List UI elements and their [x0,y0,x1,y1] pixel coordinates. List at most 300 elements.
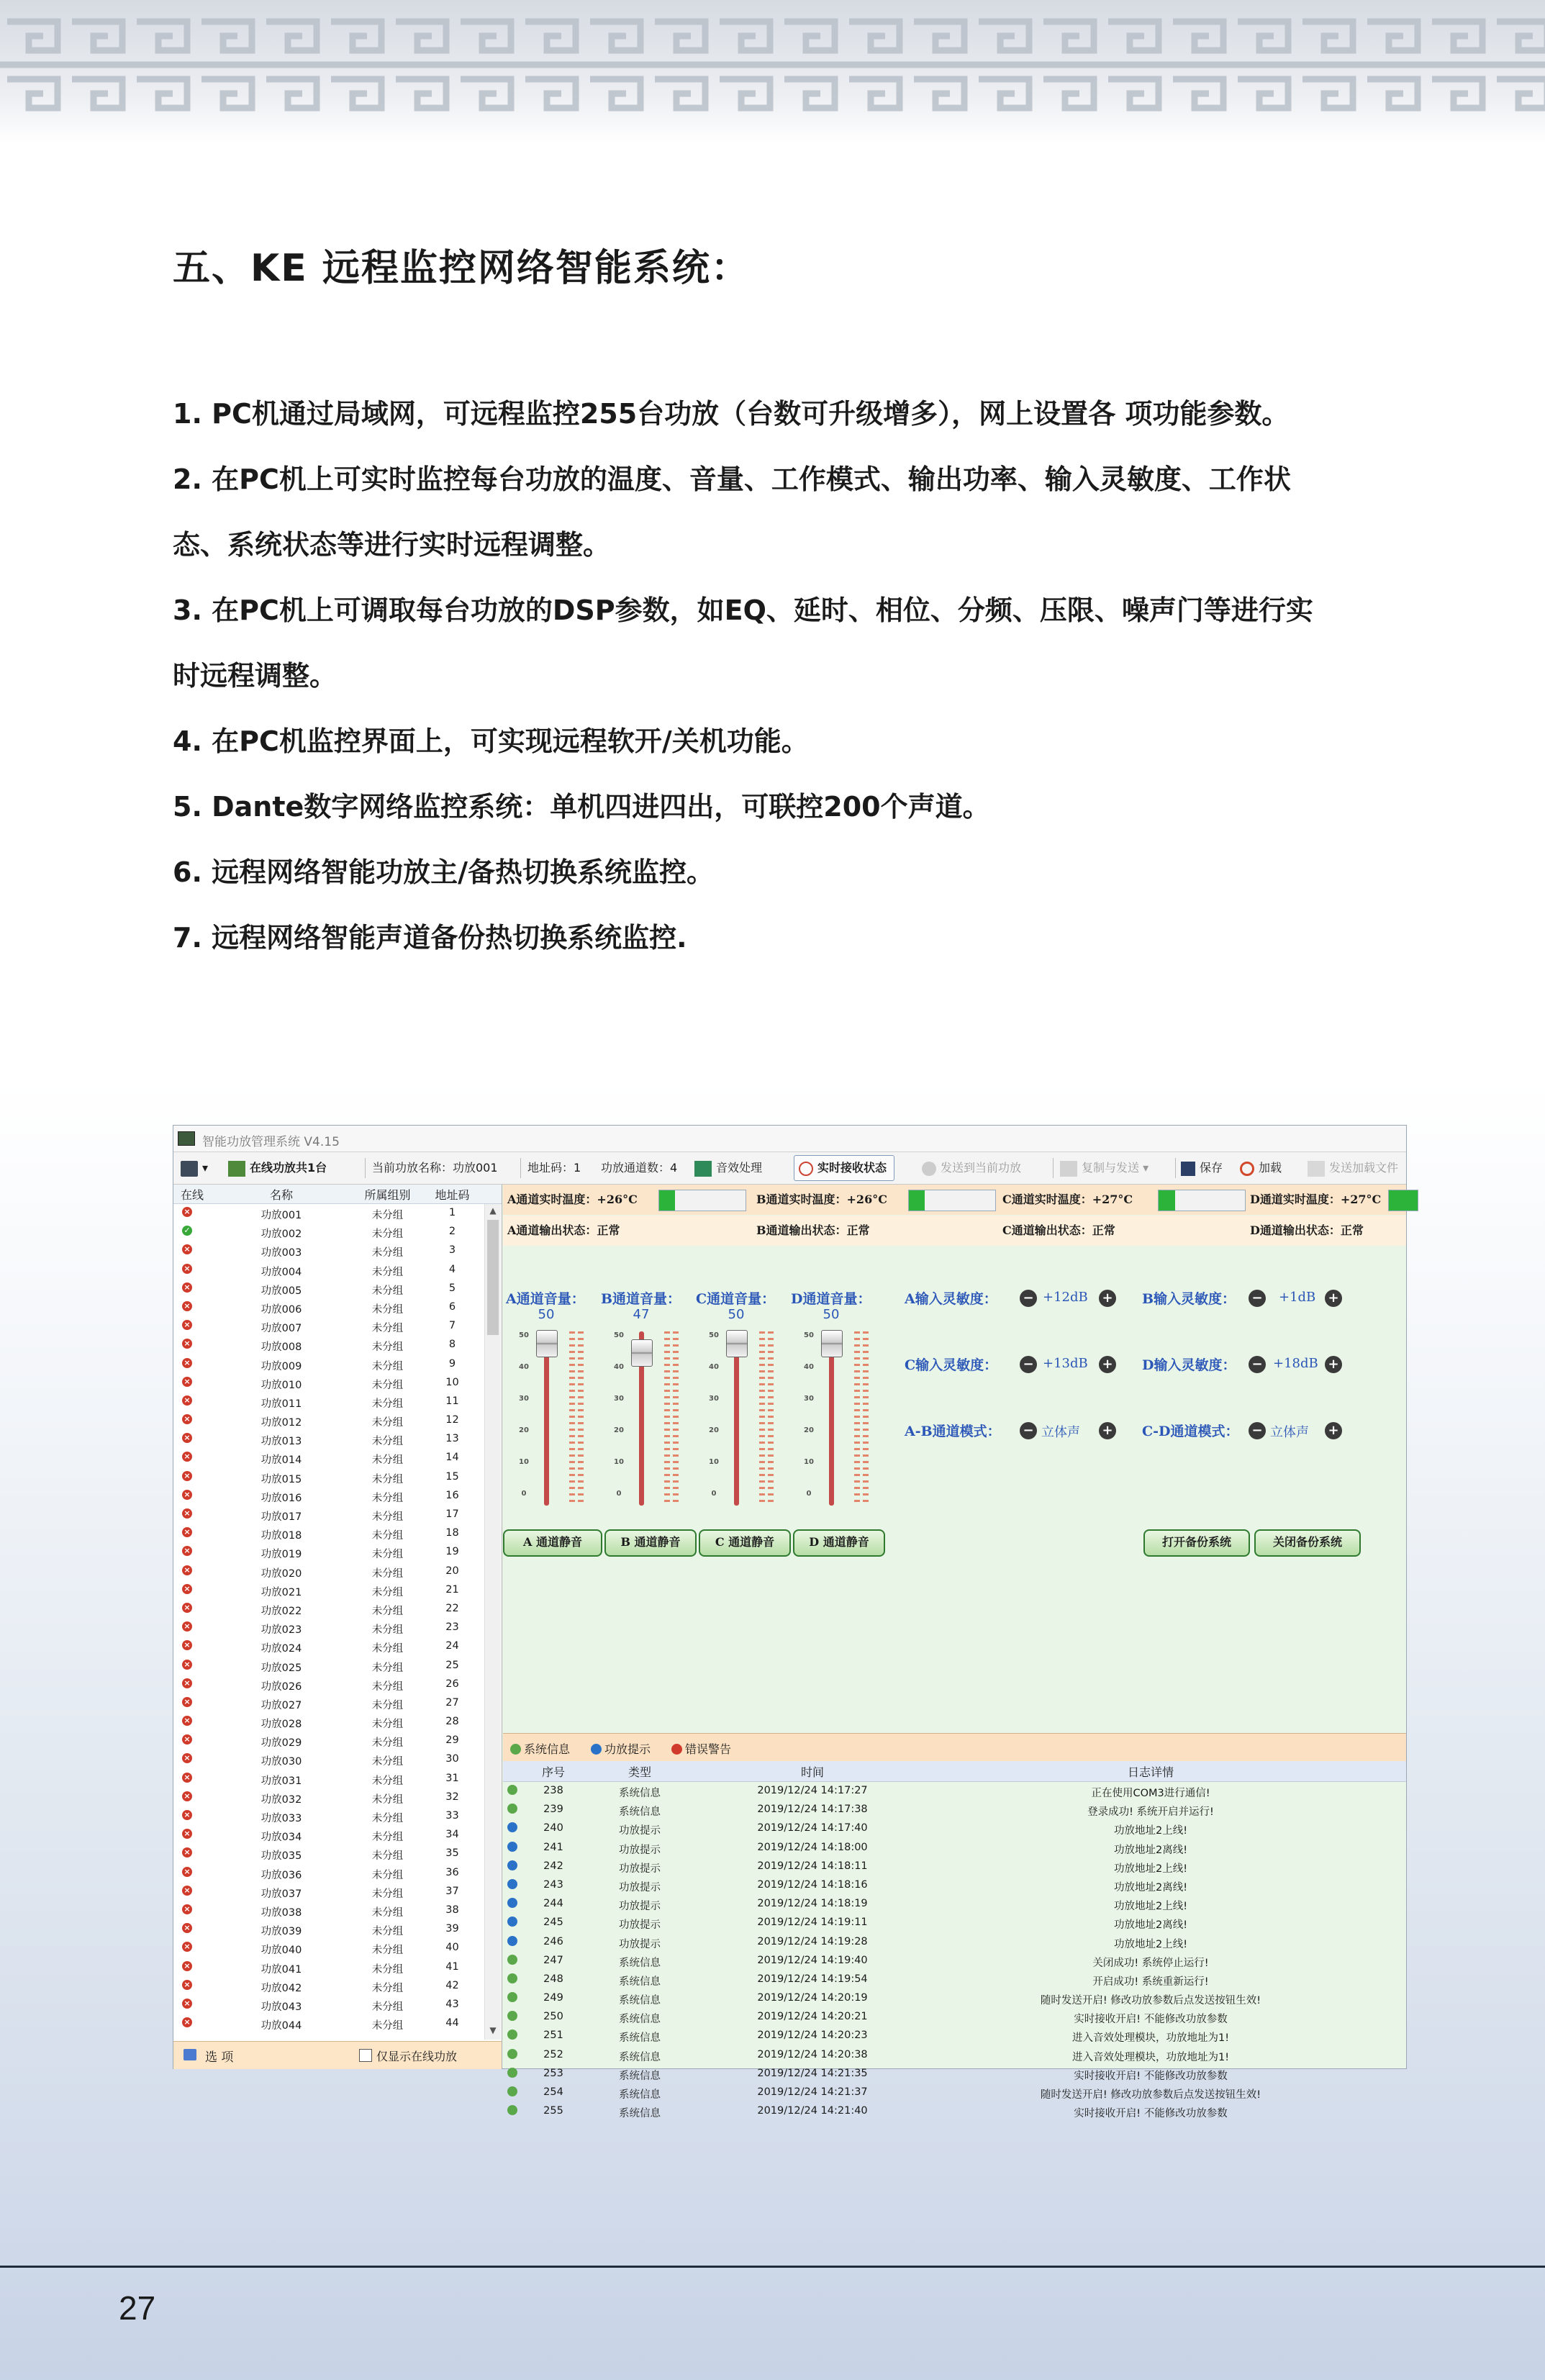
amp-group: 未分组 [371,1247,404,1259]
amp-group: 未分组 [371,1793,404,1806]
offline-x-icon: × [182,1640,192,1650]
mute-c-button[interactable]: C 通道静音 [699,1529,791,1557]
offline-x-icon: × [182,1773,192,1783]
scroll-up-icon[interactable]: ▲ [489,1205,497,1216]
amp-group: 未分组 [371,1813,404,1824]
tab-error-warning[interactable] [671,1740,731,1757]
offline-x-icon: × [182,1490,192,1500]
send-current-button[interactable] [922,1152,1021,1184]
sens-b-plus-icon[interactable]: + [1325,1290,1342,1307]
send-icon [922,1162,936,1176]
amp-list-row[interactable] [173,1732,483,1750]
amp-group: 未分组 [371,1454,404,1467]
online-amp-count [228,1152,327,1184]
realtime-receive-label: 实时接收状态 [817,1161,887,1175]
toolbar-divider [1053,1158,1054,1178]
amp-address: 36 [445,1866,459,1878]
amp-list-row[interactable] [173,1411,483,1430]
offline-x-icon: × [182,1791,192,1801]
offline-x-icon: × [182,1810,192,1820]
amp-list-row[interactable] [173,1750,483,1769]
sens-c-minus-icon[interactable]: − [1020,1356,1037,1373]
volume-d-label: D通道音量： [791,1291,871,1307]
amp-address: 6 [448,1300,456,1313]
amp-group: 未分组 [371,1229,404,1241]
tab-error-warning-label: 错误警告 [685,1742,732,1756]
feature-item: 态、系统状态等进行实时远程调整。 [173,529,611,561]
amp-name: 功放009 [260,1360,302,1372]
sens-c-plus-icon[interactable]: + [1099,1356,1116,1373]
temp-d-fill [1389,1190,1418,1211]
amp-group: 未分组 [371,1210,404,1221]
amp-notice-icon [507,1898,517,1908]
scroll-down-icon[interactable]: ▼ [489,2025,497,2035]
log-row[interactable] [503,1782,1406,1801]
send-load-file-button[interactable] [1308,1152,1398,1184]
amp-list-row[interactable] [173,1261,483,1280]
amp-address: 35 [445,1847,459,1860]
amp-list-row[interactable] [173,1788,483,1807]
log-seq: 244 [543,1898,563,1910]
log-detail: 随时发送开启! 修改功放参数后点发送按钮生效! [1040,1995,1261,2007]
amp-group: 未分组 [371,1586,404,1598]
temp-d: D通道实时温度：+27°C [1250,1193,1382,1206]
log-row[interactable] [503,2065,1406,2083]
amp-address: 5 [448,1282,456,1294]
amp-list-row[interactable] [173,1562,483,1581]
sens-d-plus-icon[interactable]: + [1325,1356,1342,1373]
offline-x-icon: × [182,1697,192,1707]
log-seq: 243 [543,1878,563,1891]
amp-group: 未分组 [371,1737,404,1750]
amp-name: 功放005 [260,1285,302,1297]
volume-a-slider[interactable] [536,1330,558,1357]
scale-tick: 50 [804,1331,814,1339]
log-row[interactable] [503,2102,1406,2121]
save-button[interactable] [1181,1152,1223,1184]
offline-x-icon: × [182,1527,192,1537]
level-meter [569,1331,575,1506]
amp-address: 21 [445,1583,459,1596]
offline-x-icon: × [182,1207,192,1217]
amp-list-row[interactable] [173,1901,483,1920]
amp-group-icon [228,1161,245,1177]
mode-cd-next-icon[interactable]: + [1325,1422,1342,1439]
open-backup-button[interactable]: 打开备份系统 [1143,1529,1250,1557]
amp-list-row[interactable] [173,1204,483,1223]
offline-x-icon: × [182,1282,192,1293]
log-row[interactable] [503,1858,1406,1876]
amp-address: 44 [445,2017,459,2030]
offline-x-icon: × [182,1471,192,1481]
amp-address: 39 [445,1923,459,1935]
amp-address: 15 [445,1470,459,1483]
scale-tick: 40 [614,1363,624,1371]
scale-tick: 10 [709,1458,719,1466]
log-type: 系统信息 [619,2108,661,2120]
amp-group: 未分组 [371,1473,404,1485]
feature-item: 7. 远程网络智能声道备份热切换系统监控. [173,922,687,954]
amp-list-row[interactable] [173,1468,483,1487]
volume-c-slider[interactable] [726,1330,748,1357]
log-row[interactable] [503,2027,1406,2045]
amp-list-row[interactable] [173,1223,483,1241]
log-time: 2019/12/24 14:20:19 [757,1992,868,2004]
amp-group: 未分组 [371,1492,404,1504]
amp-notice-icon [507,1860,517,1870]
log-seq: 250 [543,2011,563,2023]
load-button[interactable] [1240,1152,1282,1184]
tab-system-info[interactable] [510,1740,570,1757]
log-type: 功放提示 [619,1919,661,1932]
output-a: A通道输出状态：正常 [507,1223,620,1237]
amp-group: 未分组 [371,1963,404,1976]
amp-list-row[interactable] [173,1939,483,1958]
header-seq[interactable]: 序号 [541,1765,565,1779]
amp-group: 未分组 [371,1285,404,1297]
log-time: 2019/12/24 14:21:35 [757,2067,868,2079]
mode-ab-next-icon[interactable]: + [1099,1422,1116,1439]
mute-d-button[interactable]: D 通道静音 [793,1529,885,1557]
mute-a-button[interactable]: A 通道静音 [503,1529,602,1557]
scroll-thumb[interactable] [487,1220,499,1335]
online-check-icon: ✓ [182,1226,192,1236]
amp-list-row[interactable] [173,2014,483,2033]
offline-x-icon: × [182,1867,192,1877]
temp-c: C通道实时温度：+27°C [1002,1193,1133,1206]
amp-address: 28 [445,1716,459,1728]
offline-x-icon: × [182,1320,192,1330]
amp-name: 功放026 [260,1680,302,1693]
amp-group: 未分组 [371,1511,404,1523]
amp-group: 未分组 [371,1906,404,1919]
amp-address: 8 [448,1339,456,1351]
log-type: 系统信息 [619,1788,661,1799]
amp-name: 功放014 [260,1454,302,1467]
amp-address: 13 [445,1433,459,1445]
toolbar-divider [1175,1158,1176,1178]
amp-list-row[interactable] [173,1298,483,1317]
amp-list-row[interactable] [173,1524,483,1543]
log-detail: 功放地址2离线! [1113,1844,1188,1856]
amp-name: 功放012 [260,1417,302,1429]
amp-name: 功放037 [260,1888,302,1900]
amp-list-row[interactable] [173,1449,483,1467]
options-icon[interactable] [184,2049,196,2060]
temp-a-bar [658,1190,746,1211]
amp-list-header [173,1185,502,1204]
amp-address: 37 [445,1885,459,1897]
amp-group: 未分组 [371,1662,404,1674]
level-meter [854,1331,860,1506]
effects-button[interactable] [694,1152,762,1184]
copy-send-button[interactable]: 复制与发送 ▾ [1060,1152,1148,1184]
log-detail: 实时接收开启! 不能修改功放参数 [1074,2108,1228,2120]
log-row[interactable] [503,1989,1406,2008]
mute-b-button[interactable]: B 通道静音 [604,1529,697,1557]
log-seq: 242 [543,1860,563,1872]
scale-tick: 20 [614,1426,624,1434]
log-row[interactable] [503,1876,1406,1895]
toolbar-divider [520,1158,521,1178]
scale-tick: 20 [519,1426,529,1434]
log-row[interactable] [503,1933,1406,1952]
system-info-icon [507,2049,517,2059]
log-detail: 功放地址2上线! [1113,1938,1188,1950]
amp-list-row[interactable] [173,1600,483,1619]
amp-name: 功放003 [260,1247,302,1259]
output-d: D通道输出状态：正常 [1250,1223,1364,1237]
amp-group: 未分组 [371,1436,404,1448]
scale-tick: 30 [804,1395,814,1403]
copy-icon [1060,1161,1077,1177]
log-time: 2019/12/24 14:20:21 [757,2011,868,2023]
log-row[interactable] [503,1952,1406,1970]
tab-amp-notice[interactable] [591,1740,651,1757]
log-time: 2019/12/24 14:21:40 [757,2105,868,2117]
log-time: 2019/12/24 14:20:38 [757,2048,868,2060]
temp-c-bar [1158,1190,1246,1211]
load-label: 加载 [1259,1161,1282,1175]
log-row[interactable] [503,1914,1406,1932]
amp-group: 未分组 [371,1417,404,1429]
amp-name: 功放036 [260,1869,302,1881]
amp-list-row[interactable] [173,1958,483,1977]
amp-list-row[interactable] [173,1826,483,1845]
send-current-label: 发送到当前功放 [941,1161,1022,1175]
realtime-receive-button[interactable] [794,1155,894,1181]
amp-list-row[interactable] [173,1920,483,1939]
amp-list-row[interactable] [173,1770,483,1788]
amp-list-row[interactable] [173,1713,483,1732]
clock-icon [799,1162,813,1176]
header-group[interactable]: 所属组别 [364,1188,411,1202]
log-row[interactable] [503,2083,1406,2102]
sens-b-minus-icon[interactable]: − [1249,1290,1266,1307]
offline-x-icon: × [182,1565,192,1575]
sens-a-minus-icon[interactable]: − [1020,1290,1037,1307]
log-row[interactable] [503,1801,1406,1819]
amp-name: 功放006 [260,1303,302,1316]
monitor-menu-button[interactable]: ▾ [181,1152,208,1184]
system-info-icon [507,2030,517,2040]
amp-list-row[interactable] [173,1487,483,1506]
amp-address: 18 [445,1527,459,1539]
lattice-pattern [0,0,1545,144]
sens-a-label: A输入灵敏度： [905,1291,997,1307]
feature-item: 4. 在PC机监控界面上，可实现远程软开/关机功能。 [173,725,809,757]
scale-tick: 10 [614,1458,624,1466]
page-number: 27 [119,2289,156,2327]
amp-group: 未分组 [371,1832,404,1844]
amp-name: 功放039 [260,1926,302,1938]
volume-c-track [734,1331,739,1506]
log-seq: 245 [543,1917,563,1929]
header-name[interactable]: 名称 [269,1188,293,1202]
amp-list-row[interactable] [173,1845,483,1863]
scale-tick: 0 [521,1490,527,1498]
online-only-checkbox[interactable] [359,2049,372,2062]
mode-cd-prev-icon[interactable]: − [1249,1422,1266,1439]
amp-list-row[interactable] [173,1637,483,1656]
amp-name: 功放022 [260,1605,302,1617]
amp-list-row[interactable] [173,1336,483,1354]
amp-address: 10 [445,1376,459,1388]
level-meter [759,1331,765,1506]
amp-list-row[interactable] [173,1807,483,1826]
header-address[interactable]: 地址码 [435,1188,470,1202]
volume-b-value: 47 [633,1307,650,1322]
amp-group: 未分组 [371,1926,404,1938]
header-time[interactable]: 时间 [800,1765,824,1779]
volume-d-slider[interactable] [821,1330,843,1357]
amp-name: 功放023 [260,1624,302,1637]
amp-group: 未分组 [371,1398,404,1410]
amp-list-row[interactable] [173,1317,483,1336]
sens-d-minus-icon[interactable]: − [1249,1356,1266,1373]
section-heading: 五、KE 远程监控网络智能系统： [173,247,750,290]
amp-name: 功放029 [260,1737,302,1750]
amp-list-row[interactable] [173,1694,483,1713]
amp-list-row[interactable] [173,1864,483,1883]
log-row[interactable] [503,2008,1406,2027]
temp-b-bar [908,1190,996,1211]
header-online[interactable]: 在线 [180,1188,204,1202]
offline-x-icon: × [182,1621,192,1632]
amp-list-row[interactable] [173,1581,483,1600]
amp-group: 未分组 [371,1888,404,1900]
amp-group: 未分组 [371,1323,404,1335]
amp-list-panel [173,1185,502,2068]
header-detail[interactable]: 日志详情 [1127,1765,1174,1779]
log-row[interactable] [503,1970,1406,1989]
amp-address: 38 [445,1904,459,1916]
log-seq: 252 [543,2048,563,2060]
amp-list-row[interactable] [173,1241,483,1260]
log-time: 2019/12/24 14:17:38 [757,1804,868,1816]
log-row[interactable] [503,1839,1406,1858]
decorative-header-band [0,0,1545,144]
sens-a-plus-icon[interactable]: + [1099,1290,1116,1307]
log-row[interactable] [503,2046,1406,2065]
log-detail: 正在使用COM3进行通信! [1091,1788,1210,1799]
log-detail: 关闭成功! 系统停止运行! [1092,1957,1209,1969]
amp-notice-icon [507,1879,517,1889]
amp-list-row[interactable] [173,1393,483,1411]
offline-x-icon: × [182,1584,192,1594]
log-row[interactable] [503,1895,1406,1914]
log-time: 2019/12/24 14:18:16 [757,1878,868,1891]
amp-name: 功放021 [260,1586,302,1598]
amp-address: 19 [445,1546,459,1558]
amp-list-row[interactable] [173,1374,483,1393]
log-type: 功放提示 [619,1844,661,1856]
amp-name: 功放030 [260,1756,302,1768]
log-detail: 进入音效处理模块，功放地址为1! [1071,2051,1230,2063]
log-seq: 238 [543,1785,563,1796]
offline-x-icon: × [182,1358,192,1368]
close-backup-button[interactable]: 关闭备份系统 [1254,1529,1361,1557]
amp-group: 未分组 [371,1680,404,1693]
header-type[interactable]: 类型 [627,1765,651,1779]
offline-x-icon: × [182,1753,192,1763]
amp-list-row[interactable] [173,1619,483,1637]
amp-address: 1 [448,1207,456,1218]
amp-address: 30 [445,1753,459,1765]
amp-list-row[interactable] [173,1506,483,1524]
amp-list-row[interactable] [173,1996,483,2014]
system-info-icon [507,1973,517,1983]
scale-tick: 30 [519,1395,529,1403]
mode-ab-prev-icon[interactable]: − [1020,1422,1037,1439]
amp-address: 34 [445,1829,459,1841]
amp-name: 功放002 [260,1229,302,1241]
amp-list-row[interactable] [173,1430,483,1449]
toolbar-divider [365,1158,366,1178]
volume-b-slider[interactable] [631,1339,653,1367]
amp-group: 未分组 [371,1775,404,1787]
amp-group: 未分组 [371,1360,404,1372]
volume-c-value: 50 [728,1307,745,1322]
scale-tick: 50 [519,1331,529,1339]
amp-address: 23 [445,1621,459,1634]
amp-list-footer [173,2041,502,2069]
power-icon [1240,1162,1254,1176]
amp-address: 24 [445,1640,459,1652]
log-seq: 247 [543,1954,563,1966]
amp-address: 40 [445,1942,459,1954]
amp-list-row[interactable] [173,1355,483,1374]
app-toolbar [173,1152,1406,1185]
sens-c-value: +13dB [1043,1356,1088,1371]
log-time: 2019/12/24 14:19:28 [757,1935,868,1947]
output-b: B通道输出状态：正常 [756,1223,870,1237]
log-type: 系统信息 [619,2070,661,2082]
sens-a-value: +12dB [1043,1290,1088,1305]
scale-tick: 10 [804,1458,814,1466]
amp-name: 功放007 [260,1323,302,1335]
amp-list-row[interactable] [173,1883,483,1901]
temp-a-fill [659,1190,675,1211]
options-button[interactable]: 选 项 [205,2050,234,2065]
scale-tick: 50 [614,1331,624,1339]
amp-list-row[interactable] [173,1977,483,1996]
sens-c-label: C输入灵敏度： [905,1357,998,1373]
log-type: 系统信息 [619,1976,661,1988]
amp-list-scrollbar[interactable] [484,1204,501,2040]
amp-list-row[interactable] [173,1675,483,1694]
amp-list-row[interactable] [173,1543,483,1562]
log-detail: 功放地址2离线! [1113,1881,1188,1893]
amp-list-row[interactable] [173,1657,483,1675]
log-time: 2019/12/24 14:21:37 [757,2086,868,2098]
log-detail: 登录成功! 系统开启并运行! [1087,1806,1214,1819]
amp-list-row[interactable] [173,1280,483,1298]
log-type: 功放提示 [619,1863,661,1875]
volume-a-label: A通道音量： [506,1291,585,1307]
log-seq: 240 [543,1822,563,1834]
copy-send-label: 复制与发送 [1082,1161,1140,1175]
system-info-icon [507,1804,517,1814]
log-type: 系统信息 [619,1957,661,1969]
log-row[interactable] [503,1819,1406,1838]
level-meter [673,1331,679,1506]
system-info-icon [507,2086,517,2096]
offline-x-icon: × [182,1414,192,1424]
log-seq: 249 [543,1992,563,2004]
amp-name: 功放032 [260,1793,302,1806]
amp-list-body [173,1204,483,2040]
